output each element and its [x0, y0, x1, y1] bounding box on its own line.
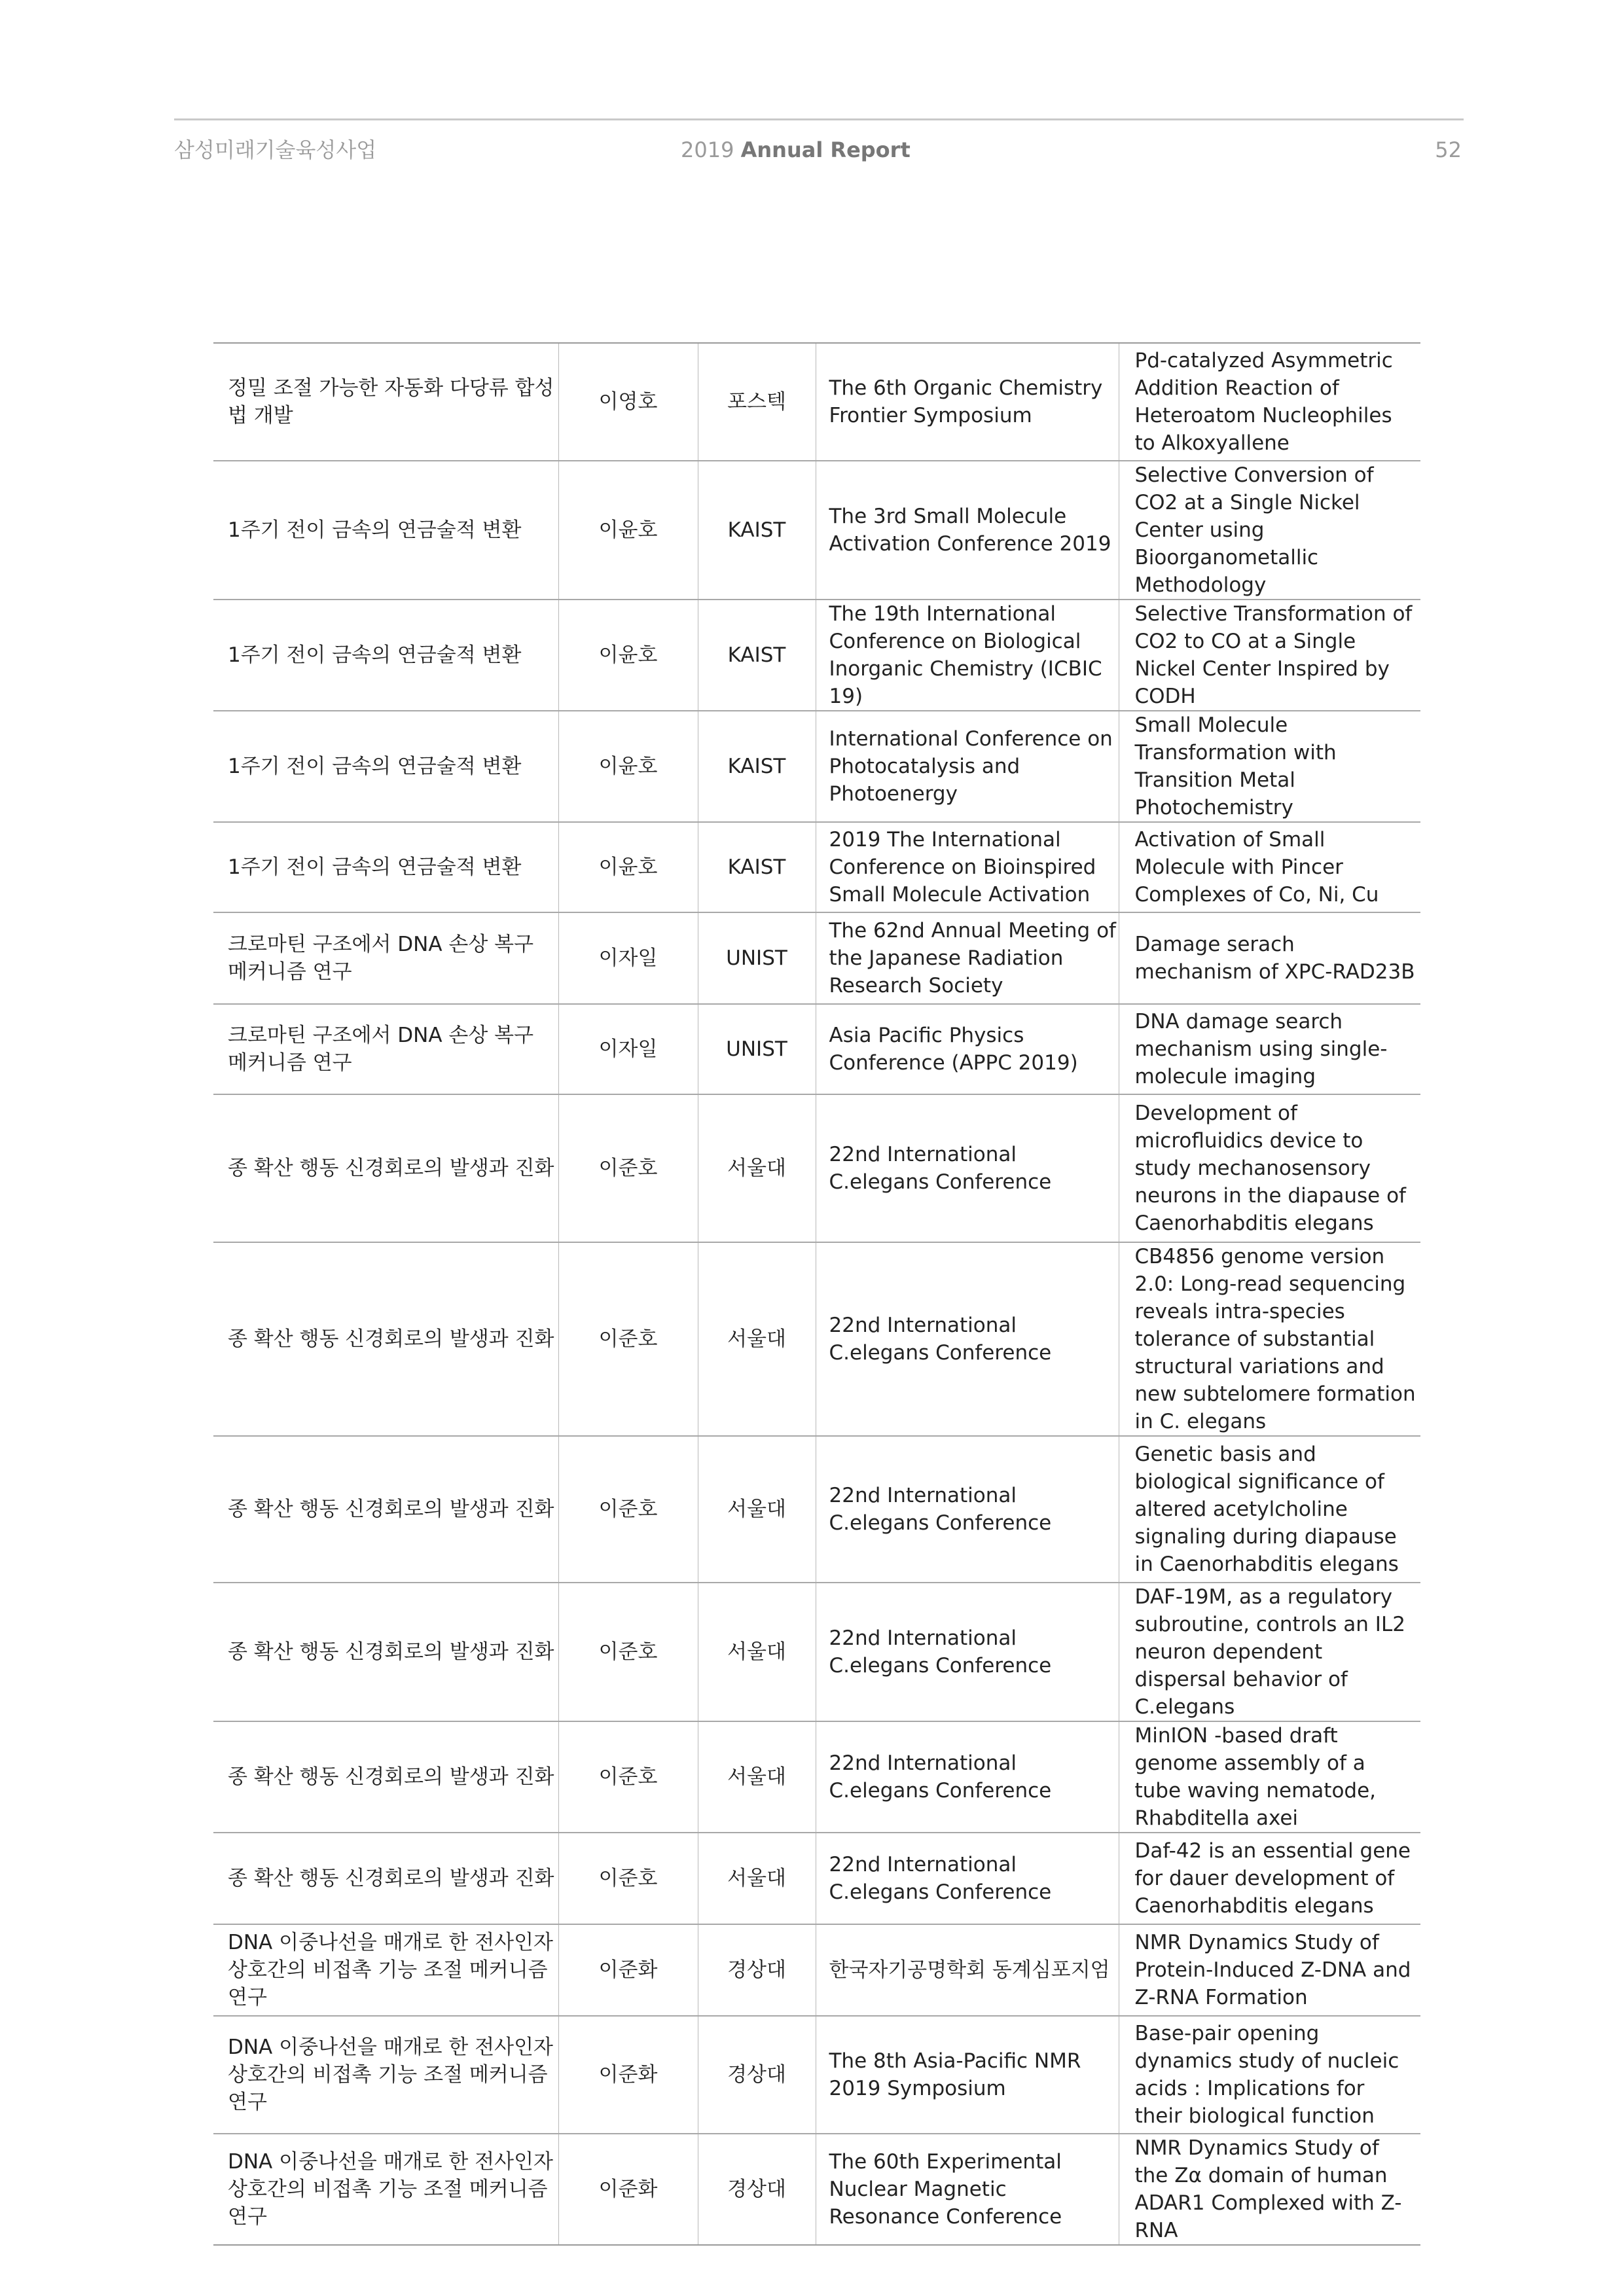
table-row	[213, 600, 1420, 711]
institution-cell: 포스텍	[698, 343, 816, 461]
presentation-title-cell: CB4856 genome version 2.0: Long-read sequencing reveals intra-species tolerance of substantial structural variations and new subtelomere formation in C. elegans	[1119, 1242, 1420, 1436]
conference-cell: Asia Pacific Physics Conference (APPC 2019)	[816, 1004, 1119, 1094]
researcher-cell: 이준화	[558, 1924, 698, 2016]
conference-cell: 22nd International C.elegans Conference	[816, 1094, 1119, 1242]
table-row	[213, 1242, 1420, 1436]
presentation-title-cell: Selective Transformation of CO2 to CO at a Single Nickel Center Inspired by CODH	[1119, 600, 1420, 711]
institution-cell: UNIST	[698, 912, 816, 1004]
project-title-cell: 1주기 전이 금속의 연금술적 변환	[213, 711, 558, 822]
project-title-cell: 종 확산 행동 신경회로의 발생과 진화	[213, 1583, 558, 1721]
institution-cell: 서울대	[698, 1833, 816, 1924]
presentation-title-cell: NMR Dynamics Study of Protein-Induced Z-DNA and Z-RNA Formation	[1119, 1924, 1420, 2016]
project-title-cell: 종 확산 행동 신경회로의 발생과 진화	[213, 1833, 558, 1924]
project-title-cell: 종 확산 행동 신경회로의 발생과 진화	[213, 1436, 558, 1583]
institution-cell: UNIST	[698, 1004, 816, 1094]
presentation-title-cell: Base-pair opening dynamics study of nucleic acids : Implications for their biological function	[1119, 2016, 1420, 2134]
conference-cell: 22nd International C.elegans Conference	[816, 1833, 1119, 1924]
institution-cell: KAIST	[698, 711, 816, 822]
conference-cell: 22nd International C.elegans Conference	[816, 1721, 1119, 1833]
conference-cell: 한국자기공명학회 동계심포지엄	[816, 1924, 1119, 2016]
researcher-cell: 이영호	[558, 343, 698, 461]
project-title-cell: DNA 이중나선을 매개로 한 전사인자 상호간의 비접촉 기능 조절 메커니즘 연구	[213, 2016, 558, 2134]
conference-cell: The 6th Organic Chemistry Frontier Symposium	[816, 343, 1119, 461]
project-title-cell: 크로마틴 구조에서 DNA 손상 복구 메커니즘 연구	[213, 912, 558, 1004]
project-title-cell: 정밀 조절 가능한 자동화 다당류 합성법 개발	[213, 343, 558, 461]
researcher-cell: 이윤호	[558, 822, 698, 912]
table-row	[213, 2016, 1420, 2134]
project-title-cell: 크로마틴 구조에서 DNA 손상 복구 메커니즘 연구	[213, 1004, 558, 1094]
project-title-cell: 1주기 전이 금속의 연금술적 변환	[213, 600, 558, 711]
table-row	[213, 461, 1420, 600]
conference-cell: International Conference on Photocatalysis and Photoenergy	[816, 711, 1119, 822]
report-name: Annual Report	[740, 137, 911, 162]
presentation-title-cell: Pd-catalyzed Asymmetric Addition Reaction of Heteroatom Nucleophiles to Alkoxyallene	[1119, 343, 1420, 461]
researcher-cell: 이준호	[558, 1833, 698, 1924]
table-row	[213, 1094, 1420, 1242]
researcher-cell: 이자일	[558, 912, 698, 1004]
conference-cell: The 3rd Small Molecule Activation Conference 2019	[816, 461, 1119, 600]
institution-cell: KAIST	[698, 600, 816, 711]
presentation-table	[213, 342, 1420, 2246]
researcher-cell: 이준호	[558, 1583, 698, 1721]
institution-cell: 경상대	[698, 1924, 816, 2016]
table-row	[213, 912, 1420, 1004]
presentation-title-cell: Selective Conversion of CO2 at a Single Nickel Center using Bioorganometallic Methodology	[1119, 461, 1420, 600]
institution-cell: KAIST	[698, 461, 816, 600]
presentation-title-cell: Damage serach mechanism of XPC-RAD23B	[1119, 912, 1420, 1004]
report-year: 2019	[681, 137, 734, 162]
institution-cell: 서울대	[698, 1094, 816, 1242]
presentation-title-cell: Activation of Small Molecule with Pincer Complexes of Co, Ni, Cu	[1119, 822, 1420, 912]
institution-cell: 서울대	[698, 1436, 816, 1583]
project-title-cell: 1주기 전이 금속의 연금술적 변환	[213, 461, 558, 600]
table-row	[213, 1436, 1420, 1583]
project-title-cell: 1주기 전이 금속의 연금술적 변환	[213, 822, 558, 912]
table-row	[213, 343, 1420, 461]
table-row	[213, 711, 1420, 822]
researcher-cell: 이윤호	[558, 600, 698, 711]
conference-cell: The 19th International Conference on Biological Inorganic Chemistry (ICBIC 19)	[816, 600, 1119, 711]
report-title	[681, 134, 911, 166]
researcher-cell: 이준호	[558, 1721, 698, 1833]
project-title-cell: 종 확산 행동 신경회로의 발생과 진화	[213, 1094, 558, 1242]
institution-cell: 서울대	[698, 1721, 816, 1833]
presentation-title-cell: Daf-42 is an essential gene for dauer development of Caenorhabditis elegans	[1119, 1833, 1420, 1924]
conference-cell: 22nd International C.elegans Conference	[816, 1242, 1119, 1436]
institution-cell: 서울대	[698, 1242, 816, 1436]
institution-cell: KAIST	[698, 822, 816, 912]
conference-cell: The 60th Experimental Nuclear Magnetic Resonance Conference	[816, 2134, 1119, 2245]
table-row	[213, 822, 1420, 912]
presentation-title-cell: DNA damage search mechanism using single-molecule imaging	[1119, 1004, 1420, 1094]
conference-cell: 22nd International C.elegans Conference	[816, 1583, 1119, 1721]
institution-cell: 경상대	[698, 2016, 816, 2134]
researcher-cell: 이준호	[558, 1242, 698, 1436]
conference-cell: 2019 The International Conference on Bioinspired Small Molecule Activation	[816, 822, 1119, 912]
presentation-title-cell: Small Molecule Transformation with Transition Metal Photochemistry	[1119, 711, 1420, 822]
institution-cell: 서울대	[698, 1583, 816, 1721]
institution-cell: 경상대	[698, 2134, 816, 2245]
table-row	[213, 2134, 1420, 2245]
researcher-cell: 이준호	[558, 1436, 698, 1583]
presentation-title-cell: DAF-19M, as a regulatory subroutine, controls an IL2 neuron dependent dispersal behavior of C.elegans	[1119, 1583, 1420, 1721]
table-row	[213, 1583, 1420, 1721]
table-row	[213, 1721, 1420, 1833]
header-rule	[174, 118, 1464, 120]
project-title-cell: DNA 이중나선을 매개로 한 전사인자 상호간의 비접촉 기능 조절 메커니즘 연구	[213, 2134, 558, 2245]
researcher-cell: 이윤호	[558, 461, 698, 600]
presentation-title-cell: MinION -based draft genome assembly of a tube waving nematode, Rhabditella axei	[1119, 1721, 1420, 1833]
conference-cell: The 62nd Annual Meeting of the Japanese Radiation Research Society	[816, 912, 1119, 1004]
researcher-cell: 이자일	[558, 1004, 698, 1094]
project-title-cell: 종 확산 행동 신경회로의 발생과 진화	[213, 1242, 558, 1436]
project-title-cell: DNA 이중나선을 매개로 한 전사인자 상호간의 비접촉 기능 조절 메커니즘 연구	[213, 1924, 558, 2016]
researcher-cell: 이준화	[558, 2016, 698, 2134]
researcher-cell: 이준화	[558, 2134, 698, 2245]
presentation-title-cell: NMR Dynamics Study of the Zα domain of human ADAR1 Complexed with Z-RNA	[1119, 2134, 1420, 2245]
researcher-cell: 이준호	[558, 1094, 698, 1242]
program-name: 삼성미래기술육성사업	[174, 137, 377, 162]
table-row	[213, 1004, 1420, 1094]
table-row	[213, 1924, 1420, 2016]
conference-cell: 22nd International C.elegans Conference	[816, 1436, 1119, 1583]
researcher-cell: 이윤호	[558, 711, 698, 822]
conference-cell: The 8th Asia-Pacific NMR 2019 Symposium	[816, 2016, 1119, 2134]
presentation-title-cell: Development of microfluidics device to study mechanosensory neurons in the diapause of Caenorhabditis elegans	[1119, 1094, 1420, 1242]
project-title-cell: 종 확산 행동 신경회로의 발생과 진화	[213, 1721, 558, 1833]
page-number: 52	[1435, 137, 1462, 162]
table-row	[213, 1833, 1420, 1924]
presentation-title-cell: Genetic basis and biological significance of altered acetylcholine signaling during diapause in Caenorhabditis elegans	[1119, 1436, 1420, 1583]
